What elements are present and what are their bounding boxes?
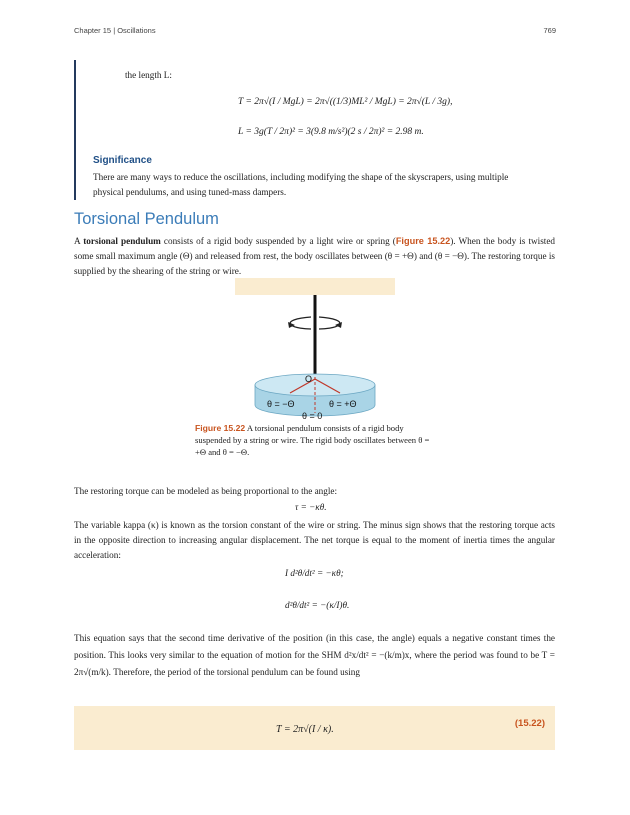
equation-moment-inertia: I d²θ/dt² = −κθ; bbox=[285, 568, 344, 578]
figure-caption bbox=[195, 422, 435, 458]
chapter-header: Chapter 15 | Oscillations bbox=[74, 26, 156, 35]
label-theta-zero: θ = 0 bbox=[302, 411, 323, 421]
body-paragraph-3: This equation says that the second time derivative of the position (in this case, the angle) equals a negative constant times the position. This looks very similar to the equation of motion for the SHM d²x/dt² = −(k/m)x, where the period was found to be T = 2π√(m/k). Therefore, the period of the torsional pendulum can be found using bbox=[74, 633, 555, 677]
label-theta-plus: θ = +Θ bbox=[329, 399, 357, 409]
label-O: O bbox=[305, 374, 313, 384]
section-intro bbox=[74, 234, 555, 279]
figure-link[interactable]: Figure 15.22 bbox=[395, 236, 451, 246]
caption-label: Figure 15.22 bbox=[195, 423, 246, 433]
rotation-arrow-left bbox=[290, 317, 311, 329]
significance-heading: Significance bbox=[93, 155, 152, 166]
equation-tau: τ = −κθ. bbox=[295, 502, 327, 512]
intro-pre: A bbox=[74, 236, 84, 246]
rotation-arrow-right bbox=[319, 317, 340, 329]
equation-length-L: L = 3g(T / 2π)² = 3(9.8 m/s²)(2 s / 2π)² = 2.98 m. bbox=[238, 127, 424, 137]
torsional-pendulum-figure bbox=[225, 275, 415, 425]
ceiling-support bbox=[235, 278, 395, 295]
body-paragraph-1: The restoring torque can be modeled as being proportional to the angle: bbox=[74, 486, 338, 496]
equation-number: (15.22) bbox=[514, 718, 545, 729]
term-torsional-pendulum: torsional pendulum bbox=[83, 236, 161, 246]
example-intro: the length L: bbox=[125, 70, 172, 80]
body-paragraph-2: The variable kappa (κ) is known as the torsion constant of the wire or string. The minus sign shows that the restoring torque acts in the opposite direction to increasing angular displacement. The net torque is equal to the moment of inertia times the angular acceleration: bbox=[74, 520, 555, 560]
section-title: Torsional Pendulum bbox=[74, 210, 219, 228]
label-theta-minus: θ = −Θ bbox=[267, 399, 295, 409]
intro-mid: consists of a rigid body suspended by a light wire or spring ( bbox=[160, 236, 396, 246]
significance-text: There are many ways to reduce the oscillations, including modifying the shape of the skyscrapers, using multiple physical pendulums, and using tuned-mass dampers. bbox=[93, 172, 509, 197]
intro-post: ). When the body is twisted some small maximum angle (Θ) and released from rest, the body oscillates between (θ = +Θ) and (θ = −Θ). The restoring torque is supplied by the shearing of the string or wire. bbox=[74, 236, 555, 276]
equation-angular-acceleration: d²θ/dt² = −(κ/I)θ. bbox=[285, 600, 350, 610]
caption-text: A torsional pendulum consists of a rigid body suspended by a string or wire. The rigid body oscillates between θ = +Θ and θ = −Θ. bbox=[195, 423, 430, 457]
key-equation-box bbox=[74, 706, 555, 750]
equation-torsional-period: T = 2π√(I / κ). bbox=[276, 724, 334, 735]
page-number: 769 bbox=[543, 26, 556, 35]
equation-period-T: T = 2π√(I / MgL) = 2π√((1/3)ML² / MgL) = 2π√(L / 3g), bbox=[238, 97, 453, 107]
example-sidebar-bar bbox=[74, 60, 76, 200]
